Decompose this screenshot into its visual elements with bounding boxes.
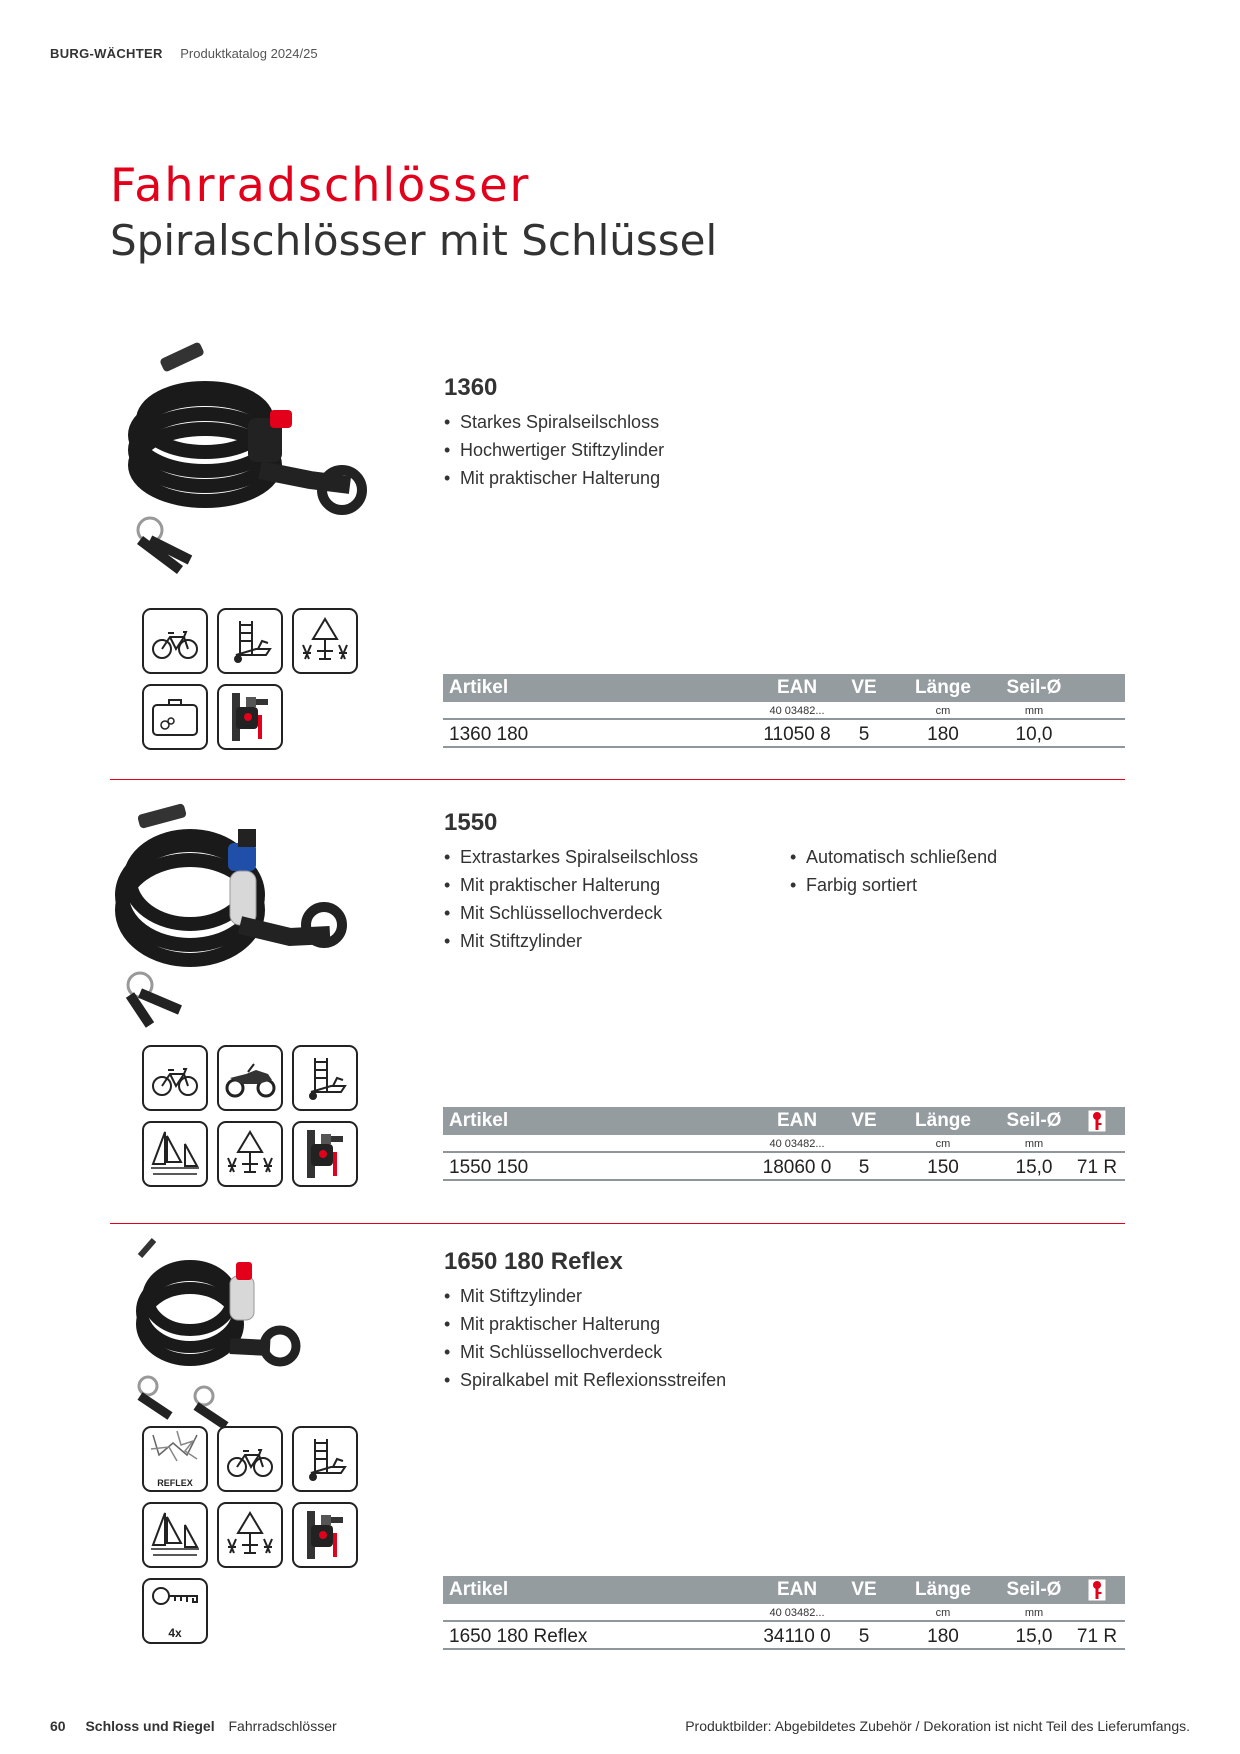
cell-ean: 18060 0	[762, 1157, 832, 1178]
unit-laenge: cm	[935, 1607, 951, 1619]
feature-item: • Hochwertiger Stiftzylinder	[444, 436, 664, 464]
table-header	[443, 1107, 1125, 1135]
table-row	[443, 1622, 1125, 1650]
footer-note: Produktbilder: Abgebildetes Zubehör / Dekoration ist nicht Teil des Lieferumfangs.	[685, 1718, 1190, 1734]
col-seil: Seil-Ø	[1006, 1579, 1062, 1600]
cell-laenge: 180	[927, 724, 959, 745]
col-ean: EAN	[776, 677, 818, 698]
product-title: 1360	[444, 374, 498, 401]
col-artikel: Artikel	[449, 1110, 509, 1131]
feature-item: • Mit Stiftzylinder	[444, 1282, 726, 1310]
cell-laenge: 180	[927, 1626, 959, 1647]
feature-item: • Spiralkabel mit Reflexionsstreifen	[444, 1366, 726, 1394]
bracket-mount-icon	[217, 684, 283, 750]
feature-list	[444, 843, 698, 955]
sailboat-icon	[142, 1502, 208, 1568]
cell-artikel: 1360 180	[449, 724, 529, 745]
feature-item: • Automatisch schließend	[790, 843, 997, 871]
unit-seil: mm	[1024, 705, 1044, 717]
patio-furniture-icon	[217, 1502, 283, 1568]
cell-ean: 11050 8	[763, 724, 831, 745]
unit-laenge: cm	[935, 705, 951, 717]
col-ean: EAN	[776, 1110, 818, 1131]
unit-ean: 40 03482...	[769, 1138, 825, 1150]
cell-laenge: 150	[927, 1157, 959, 1178]
cell-ean: 34110 0	[763, 1626, 831, 1647]
bracket-mount-icon	[292, 1121, 358, 1187]
table-units	[443, 1135, 1125, 1153]
table-row	[443, 1153, 1125, 1181]
feature-item: • Mit Schlüssellochverdeck	[444, 1338, 726, 1366]
section-divider	[110, 1223, 1125, 1224]
feature-item: • Mit praktischer Halterung	[444, 871, 698, 899]
catalog-name: Produktkatalog 2024/25	[180, 46, 318, 61]
unit-laenge: cm	[935, 1138, 951, 1150]
article-table	[443, 674, 1125, 748]
cell-seil: 15,0	[1015, 1157, 1053, 1178]
table-header	[443, 674, 1125, 702]
product-title: 1650 180 Reflex	[444, 1248, 623, 1275]
patio-furniture-icon	[217, 1121, 283, 1187]
feature-item: • Starkes Spiralseilschloss	[444, 408, 664, 436]
running-head	[50, 46, 318, 61]
cell-seil: 15,0	[1015, 1626, 1053, 1647]
unit-seil: mm	[1024, 1607, 1044, 1619]
col-ve: VE	[851, 1110, 877, 1131]
col-seil: Seil-Ø	[1006, 1110, 1062, 1131]
hand-truck-icon	[292, 1426, 358, 1492]
article-table	[443, 1576, 1125, 1650]
cell-artikel: 1650 180 Reflex	[449, 1626, 588, 1647]
bracket-mount-icon	[292, 1502, 358, 1568]
page-title: Fahrradschlösser	[110, 158, 531, 212]
col-laenge: Länge	[915, 1110, 971, 1131]
product-image-1650	[130, 1236, 330, 1436]
cell-ve: 5	[858, 724, 870, 745]
feature-item: • Mit Stiftzylinder	[444, 927, 698, 955]
bicycle-icon	[217, 1426, 283, 1492]
cell-key: 71 R	[1076, 1626, 1118, 1647]
table-header	[443, 1576, 1125, 1604]
key-count-label: 4x	[168, 1626, 182, 1640]
bicycle-icon	[142, 1045, 208, 1111]
col-ve: VE	[851, 1579, 877, 1600]
cell-artikel: 1550 150	[449, 1157, 529, 1178]
unit-ean: 40 03482...	[769, 705, 825, 717]
col-artikel: Artikel	[449, 1579, 509, 1600]
product-title: 1550	[444, 809, 498, 836]
col-artikel: Artikel	[449, 677, 509, 698]
feature-item: • Farbig sortiert	[790, 871, 997, 899]
hand-truck-icon	[217, 608, 283, 674]
feature-list	[444, 1282, 726, 1394]
page-subtitle: Spiralschlösser mit Schlüssel	[110, 216, 718, 265]
motorcycle-icon	[217, 1045, 283, 1111]
table-row	[443, 720, 1125, 748]
bicycle-icon	[142, 608, 208, 674]
footer-subsection: Fahrradschlösser	[228, 1718, 337, 1734]
col-ve: VE	[851, 677, 877, 698]
suitcase-icon	[142, 684, 208, 750]
footer-left	[50, 1718, 337, 1734]
feature-item: • Mit Schlüssellochverdeck	[444, 899, 698, 927]
footer-section: Schloss und Riegel	[85, 1718, 215, 1734]
col-seil: Seil-Ø	[1006, 677, 1062, 698]
col-laenge: Länge	[915, 1579, 971, 1600]
hand-truck-icon	[292, 1045, 358, 1111]
table-units	[443, 1604, 1125, 1622]
cell-ve: 5	[858, 1157, 870, 1178]
product-image-1550	[110, 795, 360, 1035]
sailboat-icon	[142, 1121, 208, 1187]
table-units	[443, 702, 1125, 720]
product-image-1360	[120, 340, 380, 580]
cell-seil: 10,0	[1015, 724, 1053, 745]
key-count-icon	[142, 1578, 208, 1644]
article-table	[443, 1107, 1125, 1181]
reflex-label: REFLEX	[157, 1478, 193, 1488]
unit-ean: 40 03482...	[769, 1607, 825, 1619]
feature-list	[444, 408, 664, 492]
page-number: 60	[50, 1718, 66, 1734]
patio-furniture-icon	[292, 608, 358, 674]
feature-item: • Mit praktischer Halterung	[444, 464, 664, 492]
unit-seil: mm	[1024, 1138, 1044, 1150]
feature-item: • Mit praktischer Halterung	[444, 1310, 726, 1338]
brand-name: BURG-WÄCHTER	[50, 46, 163, 61]
feature-list-right	[790, 843, 997, 899]
feature-item: • Extrastarkes Spiralseilschloss	[444, 843, 698, 871]
col-laenge: Länge	[915, 677, 971, 698]
section-divider	[110, 779, 1125, 780]
cell-ve: 5	[858, 1626, 870, 1647]
cell-key: 71 R	[1076, 1157, 1118, 1178]
reflex-icon	[142, 1426, 208, 1492]
col-ean: EAN	[776, 1579, 818, 1600]
